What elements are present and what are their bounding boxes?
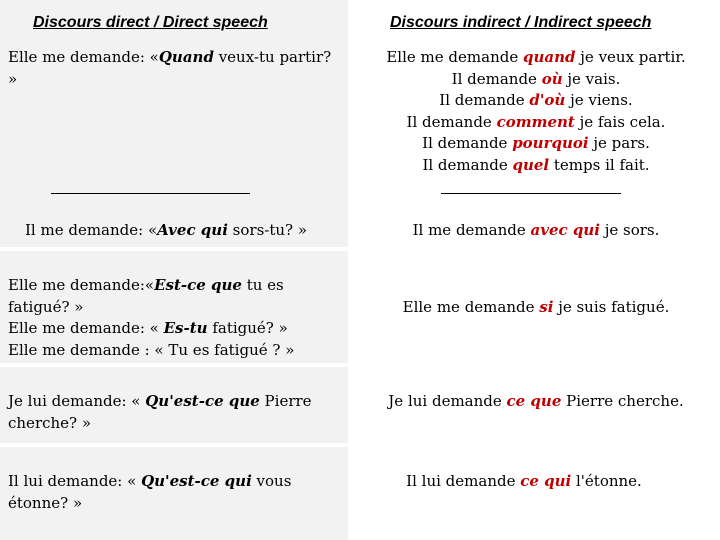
underline-rule [441, 193, 621, 194]
sentence-text: je suis fatigué. [553, 298, 670, 316]
direct-sentence-quand [8, 47, 338, 90]
sentence-text: Il demande [451, 69, 542, 88]
sentence-text: Pierre cherche. [561, 392, 684, 410]
sentence-text: Il me demande [412, 221, 531, 239]
sentence-text: Il demande [439, 91, 530, 109]
sentence-text: fatigué? » [207, 319, 288, 337]
indirect-sentence [352, 90, 720, 112]
question-word: ce qui [520, 472, 572, 490]
sentence-text: Il demande [422, 134, 513, 152]
row-divider [0, 247, 348, 251]
indirect-speech-header: Discours indirect / Indirect speech [390, 14, 652, 31]
sentence-text: Elle me demande [402, 298, 540, 316]
sentence-text: Je lui demande [388, 392, 507, 410]
sentence-text: je vais. [562, 69, 621, 88]
indirect-sentence-si [352, 297, 720, 319]
question-word: Qu'est-ce qui [141, 472, 252, 490]
underline-rule [51, 193, 250, 194]
sentence-text: l'étonne. [571, 472, 642, 490]
question-word: d'où [529, 91, 566, 109]
question-word: quel [512, 155, 550, 174]
question-word: ce que [506, 392, 562, 410]
indirect-sentence-avec-qui [352, 220, 720, 242]
question-word: comment [496, 112, 575, 131]
sentence-text: je viens. [565, 91, 633, 109]
indirect-sentence [352, 47, 720, 69]
sentence-text: je fais cela. [574, 112, 666, 131]
sentence-text: veux-tu partir? » [8, 48, 332, 88]
sentence-text: Elle me demande: « [8, 319, 164, 337]
sentence-text: Elle me demande:« [8, 276, 155, 294]
sentence-text: Il lui demande: « [8, 472, 142, 490]
sentence-text: Il me demande: « [25, 221, 158, 239]
direct-sentence [8, 318, 338, 340]
sentence-text: Il demande [406, 112, 497, 131]
row-divider [0, 363, 348, 367]
question-word: Es-tu [163, 319, 208, 337]
indirect-sentence [352, 69, 720, 91]
direct-sentences-est-ce-que [8, 275, 338, 361]
sentence-text: Elle me demande : « Tu es fatigué ? » [8, 340, 295, 359]
question-word: si [539, 298, 554, 316]
direct-sentence [8, 275, 338, 318]
sentence-text: sors-tu? » [227, 221, 308, 239]
indirect-sentences-list [352, 47, 720, 176]
direct-sentence-qu-est-ce-qui [8, 471, 338, 514]
sentence-text: Il demande [422, 155, 513, 174]
sentence-text: je veux partir. [575, 48, 686, 66]
question-word: où [541, 69, 563, 88]
question-word: Qu'est-ce que [145, 392, 260, 410]
sentence-text: Je lui demande: « [8, 392, 146, 410]
direct-sentence [8, 340, 338, 362]
direct-sentence-avec-qui [25, 220, 355, 242]
sentence-text: temps il fait. [549, 155, 650, 174]
indirect-sentence-ce-que [352, 391, 720, 413]
direct-sentence-qu-est-ce-que [8, 391, 338, 434]
indirect-sentence [352, 112, 720, 134]
sentence-text: je sors. [599, 221, 660, 239]
sentence-text: Pierre cherche? » [8, 392, 312, 432]
indirect-sentence-ce-qui [340, 471, 708, 493]
direct-speech-header: Discours direct / Direct speech [33, 14, 268, 31]
sentence-text: Il lui demande [406, 472, 521, 490]
sentence-text: tu es fatigué? » [8, 276, 284, 316]
sentence-text: Elle me demande: « [8, 48, 159, 66]
question-word: Est-ce que [154, 276, 242, 294]
sentence-text: Elle me demande [386, 48, 523, 66]
question-word: Avec qui [157, 221, 228, 239]
row-divider [0, 443, 348, 447]
sentence-text: je pars. [588, 134, 650, 152]
question-word: pourquoi [512, 134, 589, 152]
question-word: avec qui [530, 221, 600, 239]
sentence-text: vous étonne? » [8, 472, 292, 512]
indirect-sentence [352, 155, 720, 177]
indirect-sentence [352, 133, 720, 155]
question-word: Quand [158, 48, 214, 66]
question-word: quand [522, 48, 576, 66]
